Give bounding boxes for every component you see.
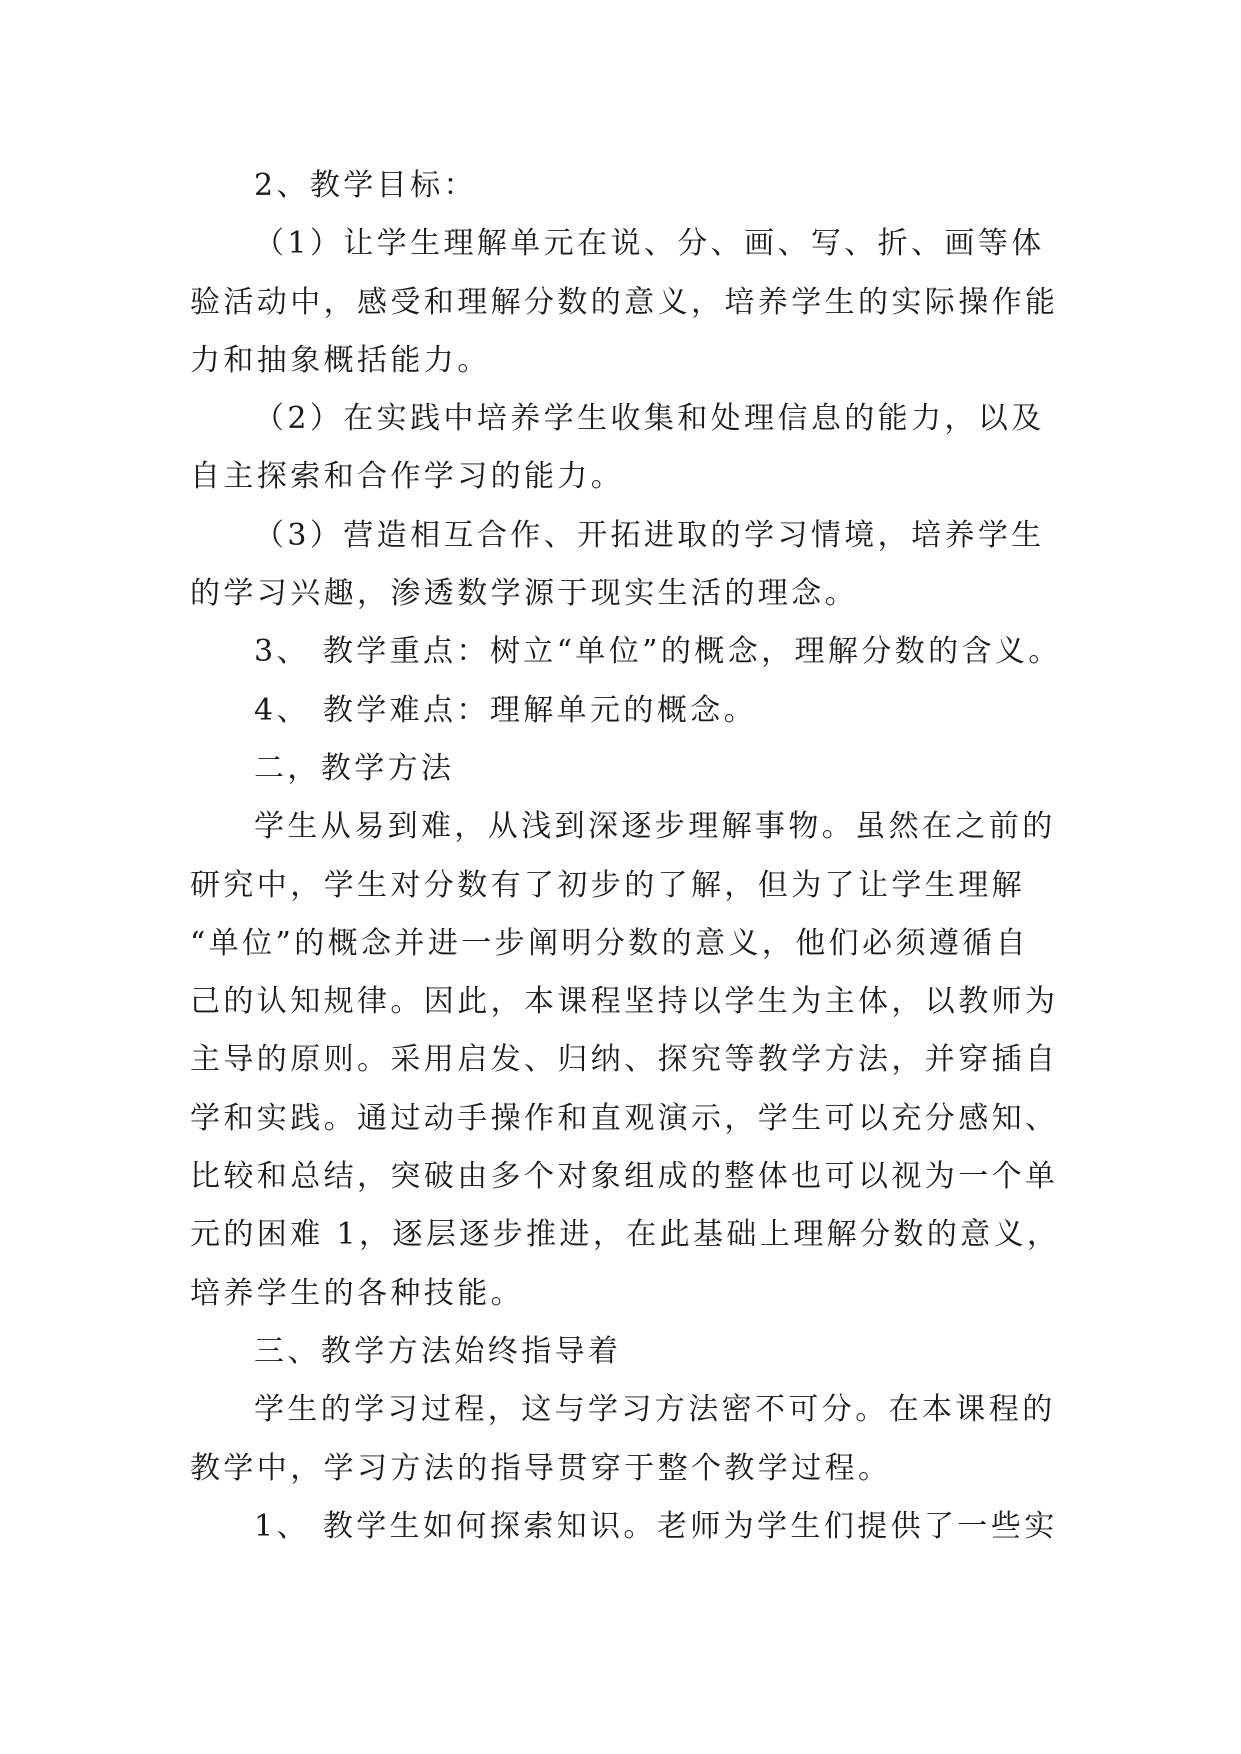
text-line: 己的认知规律。因此，本课程坚持以学生为主体，以教师为: [190, 984, 1059, 1020]
text-line: 学生的学习过程，这与学习方法密不可分。在本课程的: [254, 1392, 1056, 1428]
text-line: 2、教学目标：: [254, 168, 477, 203]
text-line: 主导的原则。采用启发、归纳、探究等教学方法，并穿插自: [190, 1042, 1059, 1078]
text-line: 培养学生的各种技能。: [190, 1275, 524, 1311]
text-line: 学生从易到难，从浅到深逐步理解事物。虽然在之前的: [254, 809, 1056, 845]
text-line: 教学中，学习方法的指导贯穿于整个教学过程。: [190, 1450, 892, 1486]
text-line: 三、教学方法始终指导着: [254, 1333, 622, 1369]
text-line: 验活动中，感受和理解分数的意义，培养学生的实际操作能: [190, 284, 1059, 320]
text-line: 元的困难 1，逐层逐步推进，在此基础上理解分数的意义，: [190, 1217, 1061, 1253]
text-line: 研究中，学生对分数有了初步的了解，但为了让学生理解: [190, 867, 1025, 903]
text-line: 的学习兴趣，渗透数学源于现实生活的理念。: [190, 576, 858, 612]
text-line: 二，教学方法: [254, 750, 455, 786]
document-body: [190, 157, 1062, 1556]
text-line: 1、 教学生如何探索知识。老师为学生们提供了一些实: [254, 1508, 1058, 1544]
text-line: “单位”的概念并进一步阐明分数的意义，他们必须遵循自: [190, 925, 1030, 961]
text-line: 力和抽象概括能力。: [190, 342, 491, 378]
text-line: （2）在实践中培养学生收集和处理信息的能力，以及: [254, 401, 1045, 437]
text-line: 自主探索和合作学习的能力。: [190, 459, 625, 495]
text-line: 比较和总结，突破由多个对象组成的整体也可以视为一个单: [190, 1159, 1059, 1195]
text-line: 4、 教学难点：理解单元的概念。: [254, 692, 758, 728]
text-line: （1）让学生理解单元在说、分、画、写、折、画等体: [254, 226, 1045, 262]
text-line: 学和实践。通过动手操作和直观演示，学生可以充分感知、: [190, 1100, 1059, 1136]
text-line: 3、 教学重点：树立“单位”的概念，理解分数的含义。: [254, 634, 1062, 670]
text-line: （3）营造相互合作、开拓进取的学习情境，培养学生: [254, 517, 1045, 553]
